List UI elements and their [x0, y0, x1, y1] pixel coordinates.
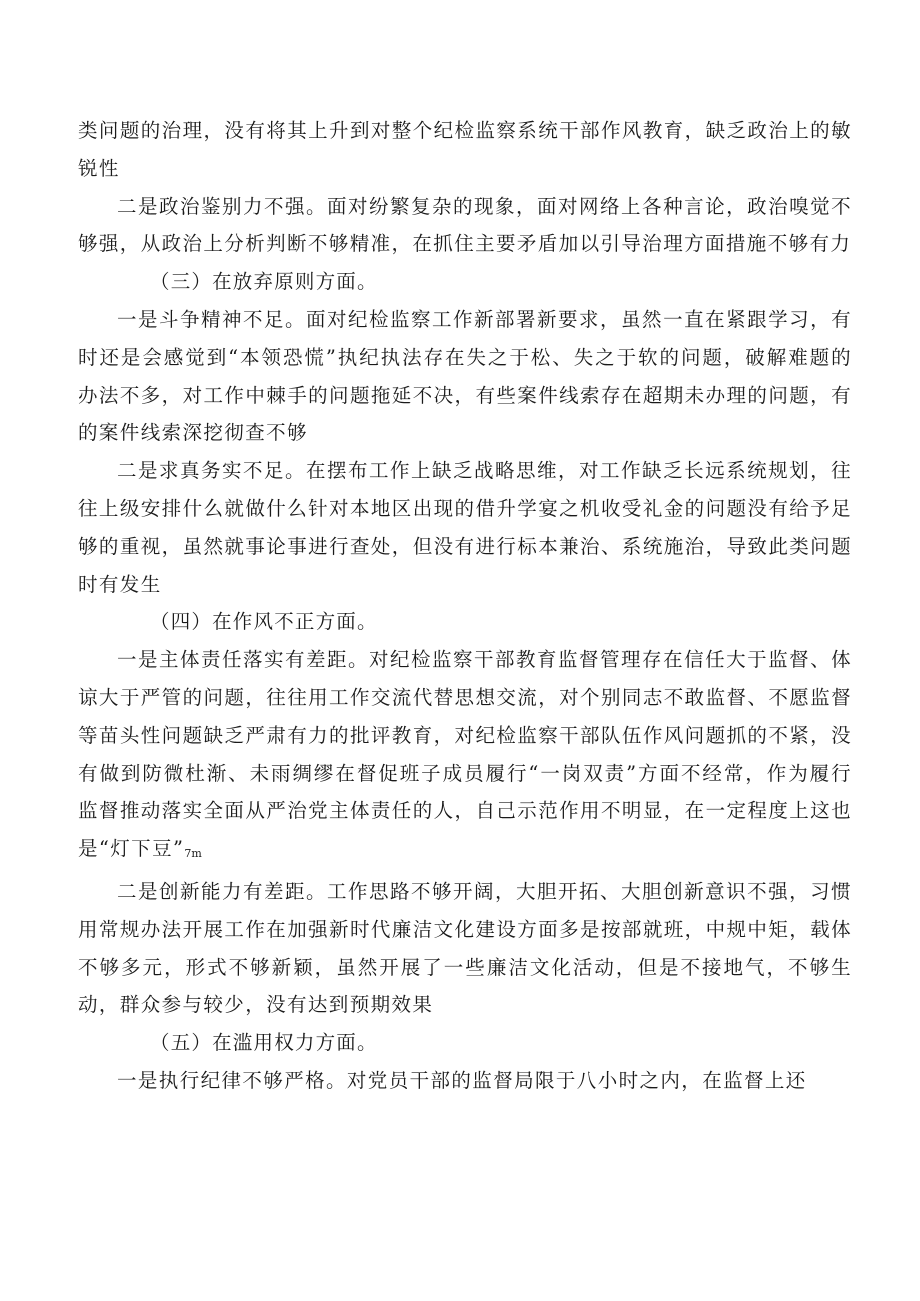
- section-heading-4: （四）在作风不正方面。: [150, 610, 378, 634]
- section-heading-3: （三）在放弃原则方面。: [150, 270, 378, 294]
- paragraph-fighting-spirit: 一是斗争精神不足。面对纪检监察工作新部署新要求，虽然一直在紧跟学习，有时还是会感觉到“本领恐慌”执纪执法存在失之于松、失之于软的问题，破解难题的办法不多，对工作中棘手的问题拖延不决，有些案件线索存在超期未办理的问题，有的案件线索深挖彻查不够: [78, 307, 852, 445]
- paragraph-main-responsibility-text: 一是主体责任落实有差距。对纪检监察干部教育监督管理存在信任大于监督、体谅大于严管的问题，往往用工作交流代替思想交流，对个别同志不敢监督、不愿监督等苗头性问题缺乏严肃有力的批评教育，对纪检监察干部队伍作风问题抓的不紧，没有做到防微杜渐、未雨绸缪在督促班子成员履行“一岗双责”方面不经常，作为履行监督推动落实全面从严治党主体责任的人，自己示范作用不明显，在一定程度上这也是“灯下豆”: [78, 648, 852, 861]
- paragraph-main-responsibility: [78, 641, 852, 873]
- paragraph-political-discernment: 二是政治鉴别力不强。面对纷繁复杂的现象，面对网络上各种言论，政治嗅觉不够强，从政治上分析判断不够精准，在抓住主要矛盾加以引导治理方面措施不够有力: [78, 194, 852, 256]
- paragraph-continuation: 类问题的治理，没有将其上升到对整个纪检监察系统干部作风教育，缺乏政治上的敏锐性: [78, 119, 852, 180]
- section-heading-5: （五）在滥用权力方面。: [150, 1031, 378, 1055]
- paragraph-discipline: 一是执行纪律不够严格。对党员干部的监督局限于八小时之内，在监督上还: [117, 1068, 807, 1092]
- paragraph-pragmatism: 二是求真务实不足。在摆布工作上缺乏战略思维，对工作缺乏长远系统规划，往往上级安排什么就做什么针对本地区出现的借升学宴之机收受礼金的问题没有给予足够的重视，虽然就事论事进行查处，但没有进行标本兼治、系统施治，导致此类问题时有发生: [78, 459, 852, 596]
- paragraph-innovation: 二是创新能力有差距。工作思路不够开阔，大胆开拓、大胆创新意识不强，习惯用常规办法开展工作在加强新时代廉洁文化建设方面多是按部就班，中规中矩，载体不够多元，形式不够新颖，虽然开展了一些廉洁文化活动，但是不接地气，不够生动，群众参与较少，没有达到预期效果: [78, 879, 852, 1017]
- stray-mark: 7m: [184, 847, 202, 861]
